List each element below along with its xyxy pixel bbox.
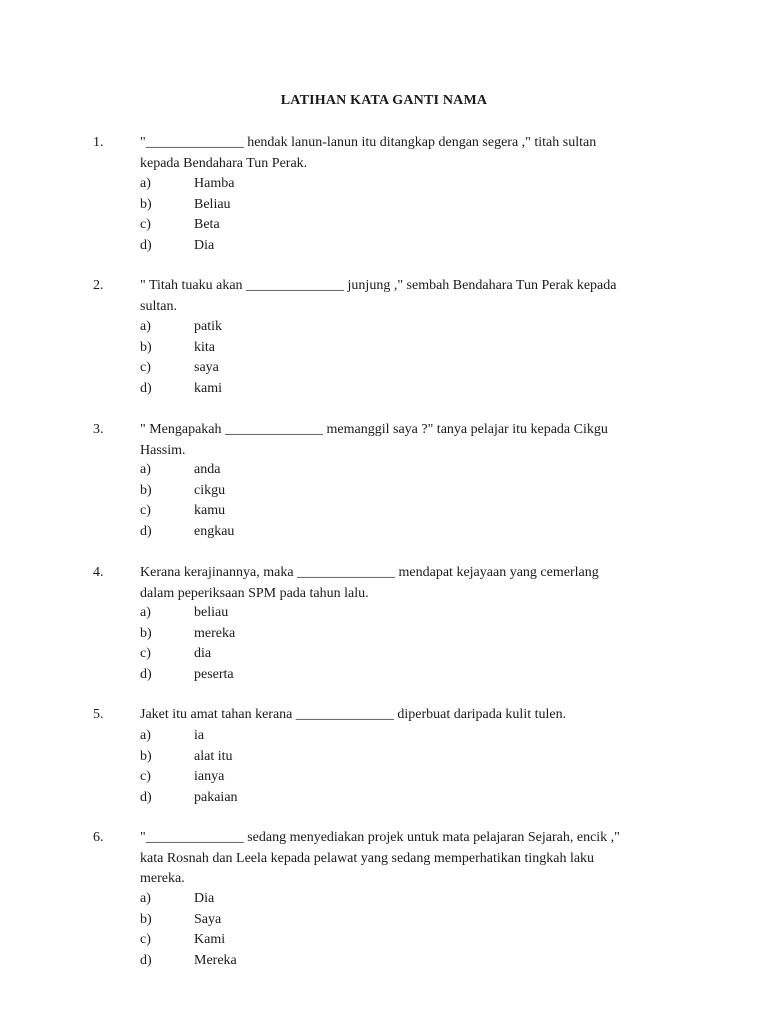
option-letter: b) — [140, 911, 152, 927]
option-text: pakaian — [194, 789, 238, 805]
option-text: patik — [194, 319, 222, 334]
question-text: " Mengapakah ______________ memanggil saya ?" tanya pelajar itu kepada Cikgu Hassim. — [140, 422, 608, 458]
option-letter: d) — [140, 666, 152, 682]
option-c — [140, 215, 680, 236]
option-text: kita — [194, 339, 215, 355]
question-text: " Titah tuaku akan ______________ junjung ," sembah Bendahara Tun Perak kepada sultan. — [140, 278, 617, 314]
question-text: "______________ sedang menyediakan projek untuk mata pelajaran Sejarah, encik ," kata Rosnah dan Leela kepada pelawat yang sedang memperhatikan tingkah laku mereka. — [140, 830, 620, 886]
option-letter: c) — [140, 360, 151, 375]
option-d — [140, 951, 680, 972]
option-text: dia — [194, 646, 212, 661]
option-a — [140, 603, 680, 624]
option-letter: a) — [140, 605, 151, 620]
option-text: saya — [194, 360, 219, 375]
option-letter: c) — [140, 646, 151, 661]
question-text: Kerana kerajinannya, maka ______________ mendapat kejayaan yang cemerlang dalam peperiksaan SPM pada tahun lalu. — [140, 565, 599, 601]
option-text: Beliau — [194, 196, 231, 212]
option-text: Dia — [194, 891, 215, 906]
question-number: 6. — [93, 830, 104, 845]
options-list — [140, 174, 680, 256]
option-letter: b) — [140, 748, 152, 764]
option-text: Saya — [194, 911, 222, 927]
option-a — [140, 726, 680, 747]
option-d — [140, 665, 680, 686]
option-d — [140, 522, 680, 543]
options-list — [140, 317, 680, 399]
option-d — [140, 236, 680, 257]
question-number: 5. — [93, 707, 104, 722]
question-number: 4. — [93, 565, 104, 580]
option-text: kamu — [194, 503, 226, 518]
option-letter: c) — [140, 769, 151, 784]
option-text: Kami — [194, 932, 226, 947]
option-letter: d) — [140, 789, 152, 805]
option-text: peserta — [194, 666, 234, 682]
option-b — [140, 481, 680, 502]
option-letter: d) — [140, 952, 152, 968]
option-text: Mereka — [194, 952, 237, 968]
option-text: alat itu — [194, 748, 233, 764]
option-d — [140, 788, 680, 809]
option-text: Dia — [194, 237, 215, 253]
option-letter: c) — [140, 503, 151, 518]
option-letter: c) — [140, 932, 151, 947]
option-c — [140, 767, 680, 788]
option-b — [140, 747, 680, 768]
option-letter: d) — [140, 237, 152, 253]
option-text: mereka — [194, 625, 236, 641]
option-text: ia — [194, 728, 205, 743]
option-text: anda — [194, 462, 221, 477]
option-letter: a) — [140, 176, 151, 191]
option-a — [140, 460, 680, 481]
option-d — [140, 379, 680, 400]
option-a — [140, 174, 680, 195]
option-text: ianya — [194, 769, 225, 784]
option-letter: b) — [140, 625, 152, 641]
option-c — [140, 358, 680, 379]
option-letter: b) — [140, 482, 152, 498]
option-c — [140, 930, 680, 951]
option-a — [140, 317, 680, 338]
options-list — [140, 603, 680, 685]
option-c — [140, 501, 680, 522]
option-letter: a) — [140, 728, 151, 743]
option-b — [140, 338, 680, 359]
option-letter: b) — [140, 339, 152, 355]
question-text: "______________ hendak lanun-lanun itu ditangkap dengan segera ," titah sultan kepada Bendahara Tun Perak. — [140, 135, 597, 171]
option-c — [140, 644, 680, 665]
option-b — [140, 624, 680, 645]
option-a — [140, 889, 680, 910]
question-number: 1. — [93, 135, 104, 150]
question-text: Jaket itu amat tahan kerana ______________ diperbuat daripada kulit tulen. — [140, 707, 567, 722]
option-letter: a) — [140, 319, 151, 334]
option-letter: d) — [140, 380, 152, 396]
option-text: kami — [194, 380, 222, 396]
option-b — [140, 910, 680, 931]
option-letter: a) — [140, 462, 151, 477]
option-letter: a) — [140, 891, 151, 906]
option-text: Beta — [194, 217, 220, 232]
options-list — [140, 889, 680, 971]
option-text: beliau — [194, 605, 229, 620]
option-letter: c) — [140, 217, 151, 232]
option-text: engkau — [194, 523, 235, 539]
option-text: Hamba — [194, 176, 235, 191]
options-list — [140, 460, 680, 542]
question-number: 2. — [93, 278, 104, 293]
option-b — [140, 195, 680, 216]
option-letter: b) — [140, 196, 152, 212]
page-title: LATIHAN KATA GANTI NAMA — [280, 93, 488, 108]
options-list — [140, 726, 680, 808]
question-number: 3. — [93, 422, 104, 437]
option-text: cikgu — [194, 482, 226, 498]
option-letter: d) — [140, 523, 152, 539]
